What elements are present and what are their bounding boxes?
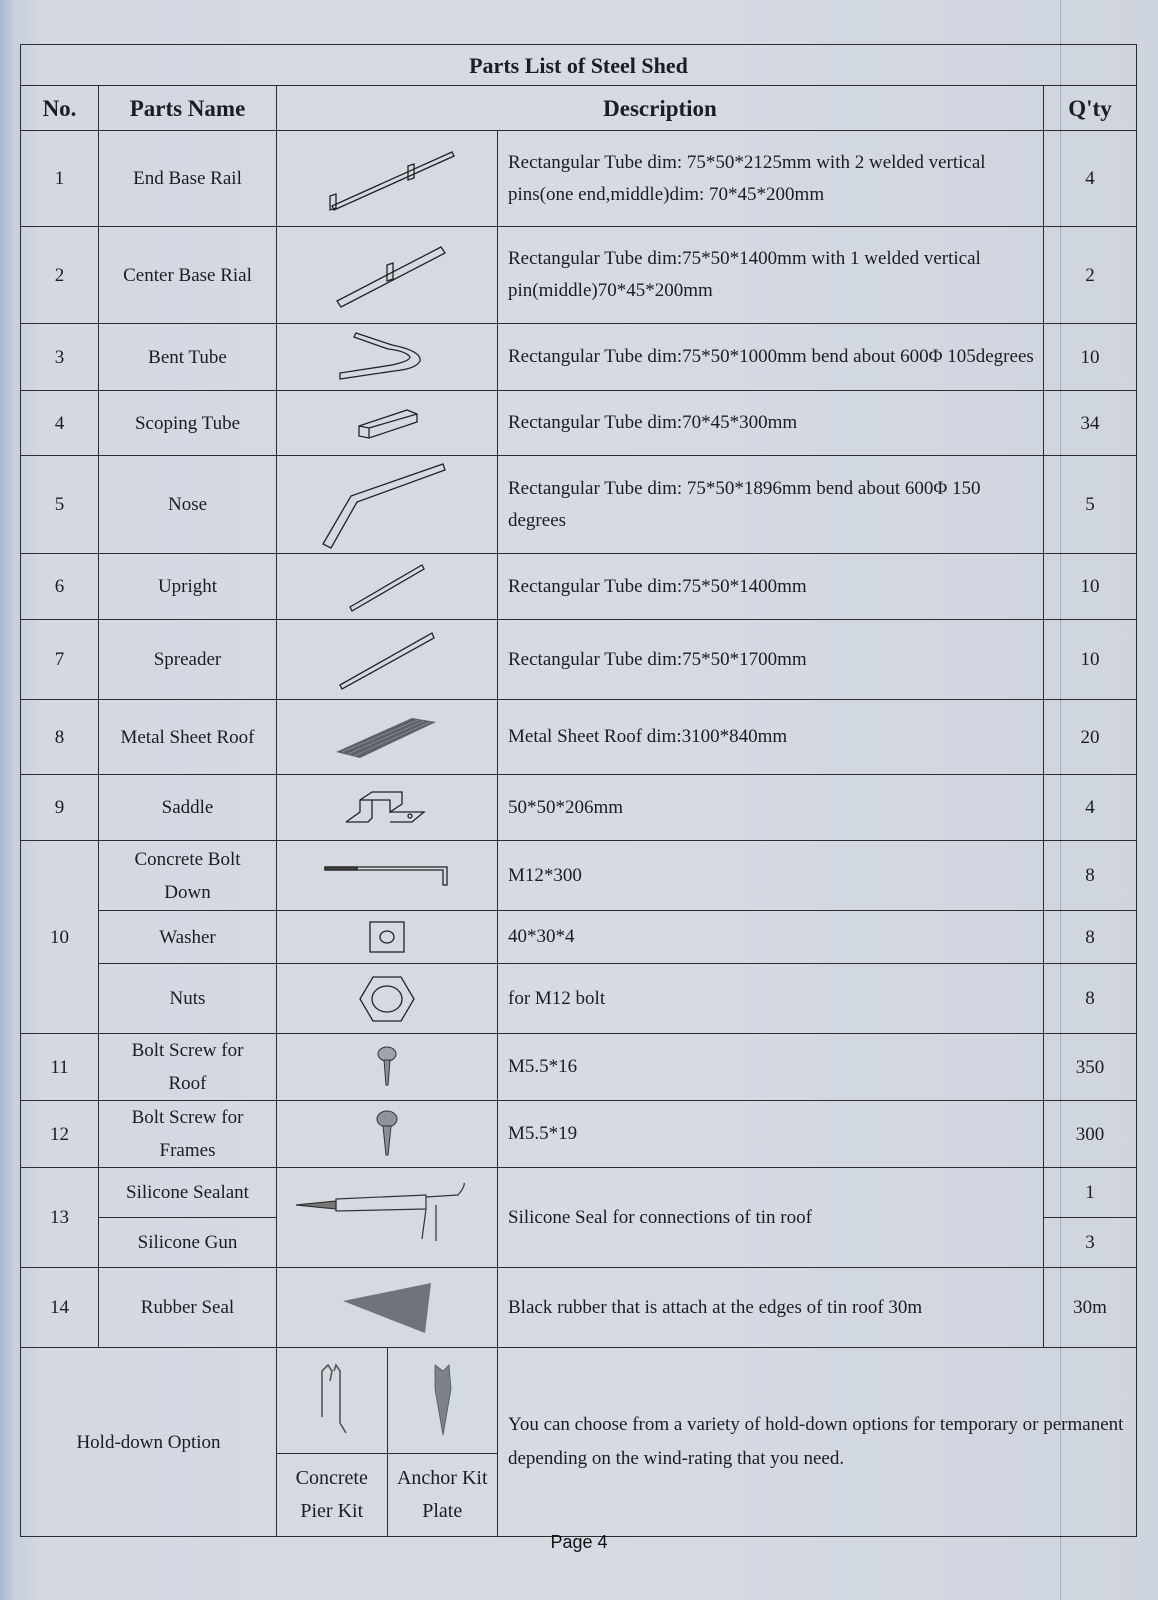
table-row	[21, 1034, 1137, 1101]
row-qty: 30m	[1044, 1268, 1137, 1348]
row-qty: 1	[1044, 1168, 1137, 1218]
row-name: Scoping Tube	[99, 391, 277, 456]
row-no: 6	[21, 554, 99, 620]
row-name: Spreader	[99, 620, 277, 700]
row-qty: 34	[1044, 391, 1137, 456]
row-name: Metal Sheet Roof	[99, 700, 277, 775]
table-row	[21, 391, 1137, 456]
row-name: End Base Rail	[99, 131, 277, 227]
row-description: Black rubber that is attach at the edges of tin roof 30m	[498, 1268, 1044, 1348]
header-parts-name: Parts Name	[99, 86, 277, 131]
hold-down-description: You can choose from a variety of hold-down options for temporary or permanent depending on the wind-rating that you need.	[498, 1348, 1137, 1537]
table-row	[21, 1268, 1137, 1348]
row-qty: 10	[1044, 554, 1137, 620]
end-base-rail-drawing-icon	[277, 131, 498, 227]
hold-down-option-labels	[277, 1454, 498, 1537]
row-qty: 8	[1044, 911, 1137, 964]
table-row	[21, 700, 1137, 775]
row-description: 50*50*206mm	[498, 775, 1044, 841]
row-no: 13	[21, 1168, 99, 1268]
table-row	[21, 131, 1137, 227]
hold-down-images	[277, 1348, 498, 1454]
row-no: 4	[21, 391, 99, 456]
table-row	[21, 964, 1137, 1034]
page-number: Page 4	[550, 1532, 608, 1552]
metal-sheet-roof-drawing-icon	[277, 700, 498, 775]
scoping-tube-drawing-icon	[277, 391, 498, 456]
row-qty: 4	[1044, 775, 1137, 841]
header-description: Description	[277, 86, 1044, 131]
row-qty: 350	[1044, 1034, 1137, 1101]
row-name: Nuts	[99, 964, 277, 1034]
hex-nut-drawing-icon	[277, 964, 498, 1034]
bent-tube-drawing-icon	[277, 324, 498, 391]
table-row	[21, 620, 1137, 700]
row-description: for M12 bolt	[498, 964, 1044, 1034]
row-description: Rectangular Tube dim: 75*50*1896mm bend about 600Φ 150 degrees	[498, 456, 1044, 554]
row-description: Rectangular Tube dim:75*50*1700mm	[498, 620, 1044, 700]
row-no: 8	[21, 700, 99, 775]
center-base-rail-drawing-icon	[277, 227, 498, 324]
caulking-gun-drawing-icon	[277, 1168, 498, 1268]
row-name: Silicone Gun	[99, 1218, 277, 1268]
row-description: M5.5*16	[498, 1034, 1044, 1101]
row-description: M12*300	[498, 841, 1044, 911]
spreader-drawing-icon	[277, 620, 498, 700]
nose-drawing-icon	[277, 456, 498, 554]
rubber-seal-drawing-icon	[277, 1268, 498, 1348]
row-name: Upright	[99, 554, 277, 620]
row-description: M5.5*19	[498, 1101, 1044, 1168]
table-row	[21, 841, 1137, 911]
table-row	[21, 227, 1137, 324]
concrete-pier-kit-drawing-icon	[277, 1348, 388, 1453]
upright-drawing-icon	[277, 554, 498, 620]
row-no: 5	[21, 456, 99, 554]
frame-screw-drawing-icon	[277, 1101, 498, 1168]
row-name: Washer	[99, 911, 277, 964]
row-name: Center Base Rial	[99, 227, 277, 324]
washer-drawing-icon	[277, 911, 498, 964]
header-qty: Q'ty	[1044, 86, 1137, 131]
row-qty: 4	[1044, 131, 1137, 227]
row-qty: 20	[1044, 700, 1137, 775]
row-name: Concrete Bolt Down	[99, 841, 277, 911]
hold-down-row	[21, 1348, 1137, 1454]
roof-screw-drawing-icon	[277, 1034, 498, 1101]
parts-list-table	[20, 44, 1137, 1537]
row-name: Bent Tube	[99, 324, 277, 391]
row-qty: 8	[1044, 841, 1137, 911]
row-no: 3	[21, 324, 99, 391]
row-name: Rubber Seal	[99, 1268, 277, 1348]
row-name: Nose	[99, 456, 277, 554]
row-name: Saddle	[99, 775, 277, 841]
row-no: 7	[21, 620, 99, 700]
row-qty: 5	[1044, 456, 1137, 554]
row-no: 14	[21, 1268, 99, 1348]
row-description: Rectangular Tube dim: 75*50*2125mm with 2 welded vertical pins(one end,middle)dim: 70*45*200mm	[498, 131, 1044, 227]
row-no: 11	[21, 1034, 99, 1101]
anchor-kit-plate-drawing-icon	[388, 1348, 498, 1453]
row-qty: 300	[1044, 1101, 1137, 1168]
hold-down-label: Hold-down Option	[21, 1348, 277, 1537]
anchor-kit-plate-label: Anchor Kit Plate	[396, 1467, 488, 1522]
table-row	[21, 911, 1137, 964]
row-no: 1	[21, 131, 99, 227]
concrete-bolt-drawing-icon	[277, 841, 498, 911]
row-description: Rectangular Tube dim:75*50*1400mm with 1 welded vertical pin(middle)70*45*200mm	[498, 227, 1044, 324]
row-description: Metal Sheet Roof dim:3100*840mm	[498, 700, 1044, 775]
table-row	[21, 775, 1137, 841]
table-row	[21, 554, 1137, 620]
row-name: Silicone Sealant	[99, 1168, 277, 1218]
table-row	[21, 456, 1137, 554]
row-description: Rectangular Tube dim:70*45*300mm	[498, 391, 1044, 456]
row-qty: 2	[1044, 227, 1137, 324]
table-row	[21, 1101, 1137, 1168]
row-description: Rectangular Tube dim:75*50*1400mm	[498, 554, 1044, 620]
table-row	[21, 324, 1137, 391]
row-no: 2	[21, 227, 99, 324]
row-no: 9	[21, 775, 99, 841]
row-description: Rectangular Tube dim:75*50*1000mm bend about 600Φ 105degrees	[498, 324, 1044, 391]
row-description: 40*30*4	[498, 911, 1044, 964]
row-description: Silicone Seal for connections of tin roof	[498, 1168, 1044, 1268]
row-name: Bolt Screw for Roof	[99, 1034, 277, 1101]
row-no: 12	[21, 1101, 99, 1168]
header-no: No.	[21, 86, 99, 131]
row-qty: 10	[1044, 324, 1137, 391]
row-qty: 10	[1044, 620, 1137, 700]
table-title: Parts List of Steel Shed	[21, 45, 1137, 86]
concrete-pier-kit-label: Concrete Pier Kit	[277, 1454, 388, 1536]
row-no: 10	[21, 841, 99, 1034]
table-row	[21, 1168, 1137, 1218]
row-qty: 3	[1044, 1218, 1137, 1268]
row-qty: 8	[1044, 964, 1137, 1034]
saddle-drawing-icon	[277, 775, 498, 841]
row-name: Bolt Screw for Frames	[99, 1101, 277, 1168]
